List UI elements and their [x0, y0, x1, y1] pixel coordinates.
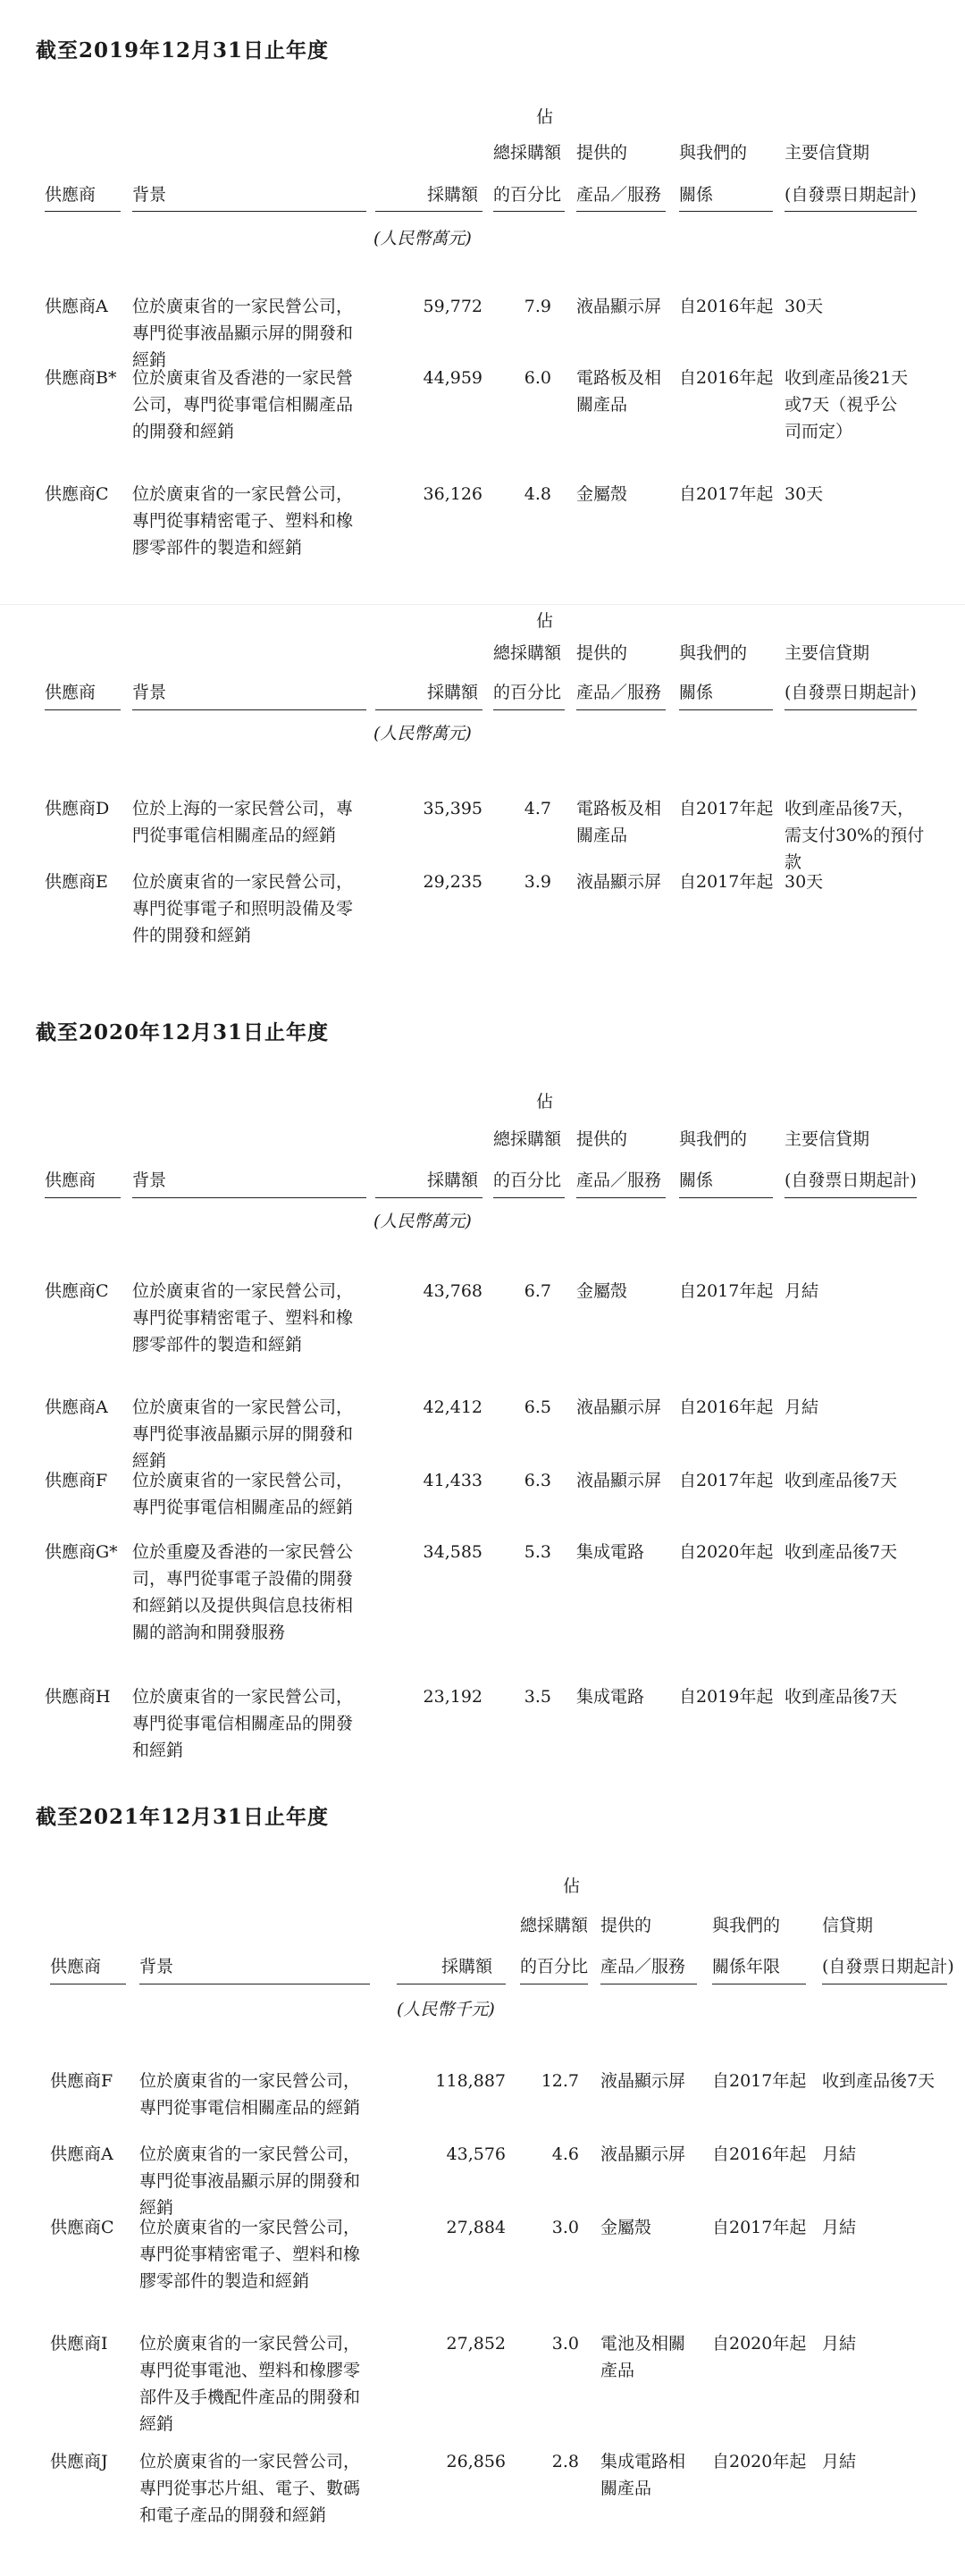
row-background: 位於廣東省的一家民營公司，專門從事精密電子、塑料和橡膠零部件的製造和經銷 [132, 1281, 354, 1355]
table-row [0, 365, 965, 472]
header-relation-line1: 與我們的 [679, 643, 748, 663]
row-product: 電池及相關產品 [600, 2334, 686, 2380]
row-percent: 2.8 [551, 2452, 579, 2471]
row-percent: 6.3 [524, 1471, 551, 1490]
row-amount: 59,772 [423, 297, 482, 316]
header-credit-line1: 主要信貸期 [785, 1129, 870, 1149]
row-credit: 月結 [785, 1397, 819, 1417]
header-background: 背景 [139, 1957, 174, 1976]
row-credit: 收到產品後21天或7天（視乎公司而定） [785, 368, 909, 441]
row-background: 位於廣東省的一家民營公司，專門從事精密電子、塑料和橡膠零部件的製造和經銷 [132, 484, 354, 558]
row-relation: 自2017年起 [679, 872, 774, 892]
row-credit: 月結 [785, 1281, 819, 1301]
row-background: 位於廣東省的一家民營公司，專門從事電信相關產品的經銷 [139, 2071, 361, 2118]
header-rule [576, 1197, 666, 1198]
header-product-line1: 提供的 [576, 143, 628, 163]
header-supplier: 供應商 [45, 185, 96, 205]
row-product: 液晶顯示屏 [576, 1397, 662, 1417]
header-pct-line3: 的百分比 [520, 1957, 589, 1976]
row-percent: 6.0 [524, 368, 551, 388]
row-supplier: 供應商A [45, 1397, 108, 1417]
row-product: 電路板及相關產品 [576, 799, 662, 845]
header-background: 背景 [132, 683, 167, 702]
row-background: 位於重慶及香港的一家民營公司，專門從事電子設備的開發和經銷以及提供與信息技術相關的諮詢和開發服務 [132, 1542, 354, 1642]
header-product-line2: 產品／服務 [600, 1957, 686, 1976]
table-row [0, 2448, 965, 2555]
row-background: 位於廣東省的一家民營公司，專門從事電信相關產品的經銷 [132, 1471, 354, 1517]
header-rule [785, 709, 917, 710]
header-supplier: 供應商 [45, 1171, 96, 1190]
row-product: 液晶顯示屏 [576, 872, 662, 892]
row-product: 金屬殼 [576, 1281, 628, 1301]
header-product-line2: 產品／服務 [576, 683, 662, 702]
header-product-line1: 提供的 [576, 1129, 628, 1149]
row-product: 金屬殼 [600, 2218, 652, 2237]
header-rule [576, 709, 666, 710]
unit-label: (人民幣萬元) [373, 724, 472, 743]
section-title-2019: 截至2019年12月31日止年度 [36, 38, 330, 63]
row-product: 液晶顯示屏 [576, 297, 662, 316]
row-amount: 27,852 [446, 2334, 506, 2354]
row-background: 位於廣東省的一家民營公司，專門從事液晶顯示屏的開發和經銷 [132, 1397, 354, 1471]
header-purchase: 採購額 [427, 683, 479, 702]
header-credit-line2: (自發票日期起計) [822, 1957, 954, 1976]
header-supplier: 供應商 [45, 683, 96, 702]
row-relation: 自2017年起 [712, 2071, 807, 2091]
row-credit: 月結 [822, 2452, 857, 2471]
row-supplier: 供應商I [50, 2334, 108, 2354]
section-title-2020: 截至2020年12月31日止年度 [36, 1020, 330, 1045]
table-row [0, 1467, 965, 1530]
row-percent: 4.7 [524, 799, 551, 818]
header-rule [132, 1197, 366, 1198]
header-relation-line1: 與我們的 [679, 143, 748, 163]
header-rule [679, 709, 773, 710]
row-relation: 自2017年起 [679, 484, 774, 504]
header-pct-line2: 總採購額 [493, 1129, 562, 1149]
row-supplier: 供應商J [50, 2452, 108, 2471]
header-rule [576, 211, 666, 212]
row-product: 液晶顯示屏 [600, 2144, 686, 2164]
header-product-line2: 產品／服務 [576, 1171, 662, 1190]
table-row [0, 1539, 965, 1673]
header-relation-line2: 關係年限 [712, 1957, 781, 1976]
header-credit-line1: 信貸期 [822, 1916, 874, 1935]
row-supplier: 供應商F [45, 1471, 108, 1490]
header-rule [493, 709, 565, 710]
header-background: 背景 [132, 185, 167, 205]
header-pct-line2: 總採購額 [493, 643, 562, 663]
row-supplier: 供應商D [45, 799, 110, 818]
row-credit: 收到產品後7天 [785, 1542, 898, 1562]
row-supplier: 供應商C [45, 484, 109, 504]
header-purchase: 採購額 [441, 1957, 493, 1976]
table-row [0, 1683, 965, 1760]
header-product-line1: 提供的 [576, 643, 628, 663]
row-supplier: 供應商F [50, 2071, 113, 2091]
table-row [0, 1278, 965, 1385]
row-credit: 收到產品後7天，需支付30%的預付款 [785, 799, 925, 872]
row-relation: 自2016年起 [679, 297, 774, 316]
row-credit: 收到產品後7天 [785, 1687, 898, 1707]
header-pct-line1: 佔 [536, 107, 554, 127]
row-credit: 月結 [822, 2218, 857, 2237]
table-row [0, 2214, 965, 2321]
row-background: 位於廣東省的一家民營公司，專門從事電池、塑料和橡膠零部件及手機配件產品的開發和經銷 [139, 2334, 361, 2434]
row-amount: 41,433 [423, 1471, 482, 1490]
row-percent: 3.5 [524, 1687, 551, 1707]
row-supplier: 供應商A [50, 2144, 113, 2164]
row-amount: 43,576 [446, 2144, 506, 2164]
section-title-2021: 截至2021年12月31日止年度 [36, 1805, 330, 1829]
row-amount: 23,192 [423, 1687, 482, 1707]
row-relation: 自2016年起 [679, 1397, 774, 1417]
header-rule [493, 1197, 565, 1198]
row-credit: 30天 [785, 872, 824, 892]
row-amount: 43,768 [423, 1281, 482, 1301]
row-percent: 5.3 [524, 1542, 551, 1562]
header-purchase: 採購額 [427, 1171, 479, 1190]
row-percent: 12.7 [541, 2071, 579, 2091]
header-background: 背景 [132, 1171, 167, 1190]
header-relation-line2: 關係 [679, 185, 714, 205]
header-rule [679, 211, 773, 212]
row-credit: 30天 [785, 484, 824, 504]
row-amount: 34,585 [423, 1542, 482, 1562]
header-pct-line1: 佔 [563, 1876, 581, 1896]
header-pct-line3: 的百分比 [493, 1171, 562, 1190]
table-row [0, 2141, 965, 2218]
header-rule [375, 709, 482, 710]
row-relation: 自2017年起 [679, 1281, 774, 1301]
row-amount: 42,412 [423, 1397, 482, 1417]
row-product: 電路板及相關產品 [576, 368, 662, 415]
table-row [0, 293, 965, 370]
row-percent: 3.9 [524, 872, 551, 892]
row-background: 位於廣東省的一家民營公司，專門從事芯片組、電子、數碼和電子產品的開發和經銷 [139, 2452, 361, 2525]
row-supplier: 供應商H [45, 1687, 111, 1707]
header-relation-line1: 與我們的 [712, 1916, 781, 1935]
header-credit-line2: (自發票日期起計) [785, 683, 917, 702]
header-product-line2: 產品／服務 [576, 185, 662, 205]
row-supplier: 供應商B* [45, 368, 117, 388]
row-product: 液晶顯示屏 [576, 1471, 662, 1490]
header-rule [375, 1197, 482, 1198]
header-rule [132, 709, 366, 710]
row-credit: 月結 [822, 2334, 857, 2354]
row-relation: 自2016年起 [679, 368, 774, 388]
row-background: 位於廣東省的一家民營公司，專門從事電信相關產品的開發和經銷 [132, 1687, 354, 1760]
header-rule [45, 709, 121, 710]
row-relation: 自2016年起 [712, 2144, 807, 2164]
header-rule [679, 1197, 773, 1198]
row-amount: 36,126 [423, 484, 482, 504]
row-credit: 收到產品後7天 [822, 2071, 936, 2091]
header-credit-line1: 主要信貸期 [785, 143, 870, 163]
row-relation: 自2020年起 [679, 1542, 774, 1562]
row-supplier: 供應商A [45, 297, 108, 316]
row-amount: 35,395 [423, 799, 482, 818]
header-credit-line2: (自發票日期起計) [785, 1171, 917, 1190]
row-product: 液晶顯示屏 [600, 2071, 686, 2091]
table-row [0, 2330, 965, 2438]
row-percent: 7.9 [524, 297, 551, 316]
row-percent: 4.6 [551, 2144, 579, 2164]
header-relation-line1: 與我們的 [679, 1129, 748, 1149]
row-relation: 自2017年起 [712, 2218, 807, 2237]
row-product: 金屬殼 [576, 484, 628, 504]
header-supplier: 供應商 [50, 1957, 102, 1976]
row-supplier: 供應商E [45, 872, 108, 892]
row-supplier: 供應商G* [45, 1542, 118, 1562]
header-rule [493, 211, 565, 212]
row-background: 位於廣東省的一家民營公司，專門從事液晶顯示屏的開發和經銷 [132, 297, 354, 370]
table-row [0, 2068, 965, 2130]
row-supplier: 供應商C [45, 1281, 109, 1301]
header-credit-line2: (自發票日期起計) [785, 185, 917, 205]
header-pct-line3: 的百分比 [493, 185, 562, 205]
row-credit: 30天 [785, 297, 824, 316]
table-row [0, 868, 965, 976]
row-product: 集成電路 [576, 1542, 645, 1562]
table-row [0, 481, 965, 588]
row-background: 位於廣東省的一家民營公司，專門從事液晶顯示屏的開發和經銷 [139, 2144, 361, 2218]
row-relation: 自2019年起 [679, 1687, 774, 1707]
row-credit: 收到產品後7天 [785, 1471, 898, 1490]
page-break [0, 604, 965, 605]
header-credit-line1: 主要信貸期 [785, 643, 870, 663]
unit-label: (人民幣萬元) [373, 229, 472, 248]
row-product: 集成電路相關產品 [600, 2452, 686, 2498]
unit-label: (人民幣千元) [397, 2000, 495, 2019]
header-rule [785, 1197, 917, 1198]
row-relation: 自2020年起 [712, 2334, 807, 2354]
header-product-line1: 提供的 [600, 1916, 652, 1935]
row-percent: 3.0 [551, 2334, 579, 2354]
row-relation: 自2017年起 [679, 799, 774, 818]
row-amount: 118,887 [435, 2071, 506, 2091]
header-rule [785, 211, 917, 212]
header-relation-line2: 關係 [679, 1171, 714, 1190]
row-background: 位於廣東省及香港的一家民營公司，專門從事電信相關產品的開發和經銷 [132, 368, 354, 441]
header-rule [45, 1197, 121, 1198]
header-pct-line1: 佔 [536, 611, 554, 631]
row-supplier: 供應商C [50, 2218, 114, 2237]
header-pct-line3: 的百分比 [493, 683, 562, 702]
row-amount: 27,884 [446, 2218, 506, 2237]
row-credit: 月結 [822, 2144, 857, 2164]
row-relation: 自2020年起 [712, 2452, 807, 2471]
header-pct-line2: 總採購額 [493, 143, 562, 163]
row-percent: 6.7 [524, 1281, 551, 1301]
table-row [0, 1394, 965, 1471]
row-amount: 29,235 [423, 872, 482, 892]
row-amount: 26,856 [446, 2452, 506, 2471]
table-row [0, 795, 965, 872]
unit-label: (人民幣萬元) [373, 1212, 472, 1231]
row-product: 集成電路 [576, 1687, 645, 1707]
row-background: 位於上海的一家民營公司，專門從事電信相關產品的經銷 [132, 799, 354, 845]
row-background: 位於廣東省的一家民營公司，專門從事精密電子、塑料和橡膠零部件的製造和經銷 [139, 2218, 361, 2291]
row-amount: 44,959 [423, 368, 482, 388]
row-percent: 4.8 [524, 484, 551, 504]
header-relation-line2: 關係 [679, 683, 714, 702]
row-relation: 自2017年起 [679, 1471, 774, 1490]
row-background: 位於廣東省的一家民營公司，專門從事電子和照明設備及零件的開發和經銷 [132, 872, 354, 945]
row-percent: 6.5 [524, 1397, 551, 1417]
header-rule [45, 211, 121, 212]
header-pct-line2: 總採購額 [520, 1916, 589, 1935]
header-rule [375, 211, 482, 212]
header-rule [132, 211, 366, 212]
header-pct-line1: 佔 [536, 1092, 554, 1112]
header-purchase: 採購額 [427, 185, 479, 205]
row-percent: 3.0 [551, 2218, 579, 2237]
